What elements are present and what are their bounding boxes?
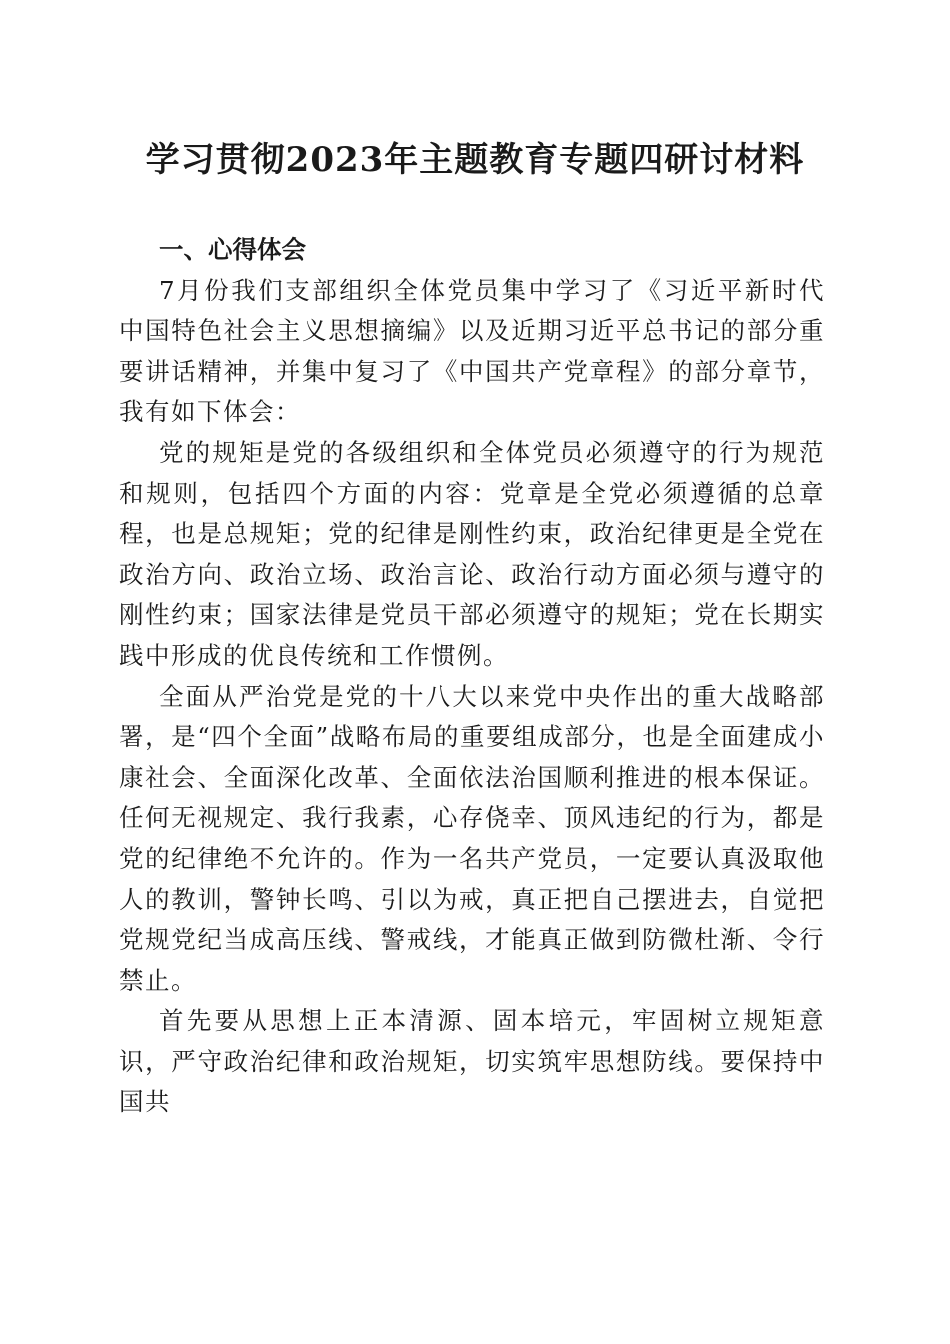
paragraph-party-rules: 党的规矩是党的各级组织和全体党员必须遵守的行为规范和规则，包括四个方面的内容：党章是全党必须遵循的总章程，也是总规矩；党的纪律是刚性约束，政治纪律更是全党在政治方向、政治立场、政治言论、政治行动方面必须与遵守的刚性约束；国家法律是党员干部必须遵守的规矩；党在长期实践中形成的优良传统和工作惯例。	[119, 437, 825, 670]
document-title: 学习贯彻2023年主题教育专题四研讨材料	[145, 140, 805, 180]
section-heading: 一、心得体会	[159, 235, 306, 264]
paragraph-strict-governance: 全面从严治党是党的十八大以来党中央作出的重大战略部署，是“四个全面”战略布局的重要组成部分，也是全面建成小康社会、全面深化改革、全面依法治国顺利推进的根本保证。任何无视规定、我行我素，心存侥幸、顶风违纪的行为，都是党的纪律绝不允许的。作为一名共产党员，一定要认真汲取他人的教训，警钟长鸣、引以为戒，真正把自己摆进去，自觉把党规党纪当成高压线、警戒线，才能真正做到防微杜渐、令行禁止。	[119, 681, 825, 995]
document-body	[119, 230, 825, 1123]
paragraph-study-intro: 7月份我们支部组织全体党员集中学习了《习近平新时代中国特色社会主义思想摘编》以及近期习近平总书记的部分重要讲话精神，并集中复习了《中国共产党章程》的部分章节，我有如下体会：	[119, 275, 825, 427]
paragraph-ideology-first: 首先要从思想上正本清源、固本培元，牢固树立规矩意识，严守政治纪律和政治规矩，切实筑牢思想防线。要保持中国共	[119, 1006, 825, 1117]
